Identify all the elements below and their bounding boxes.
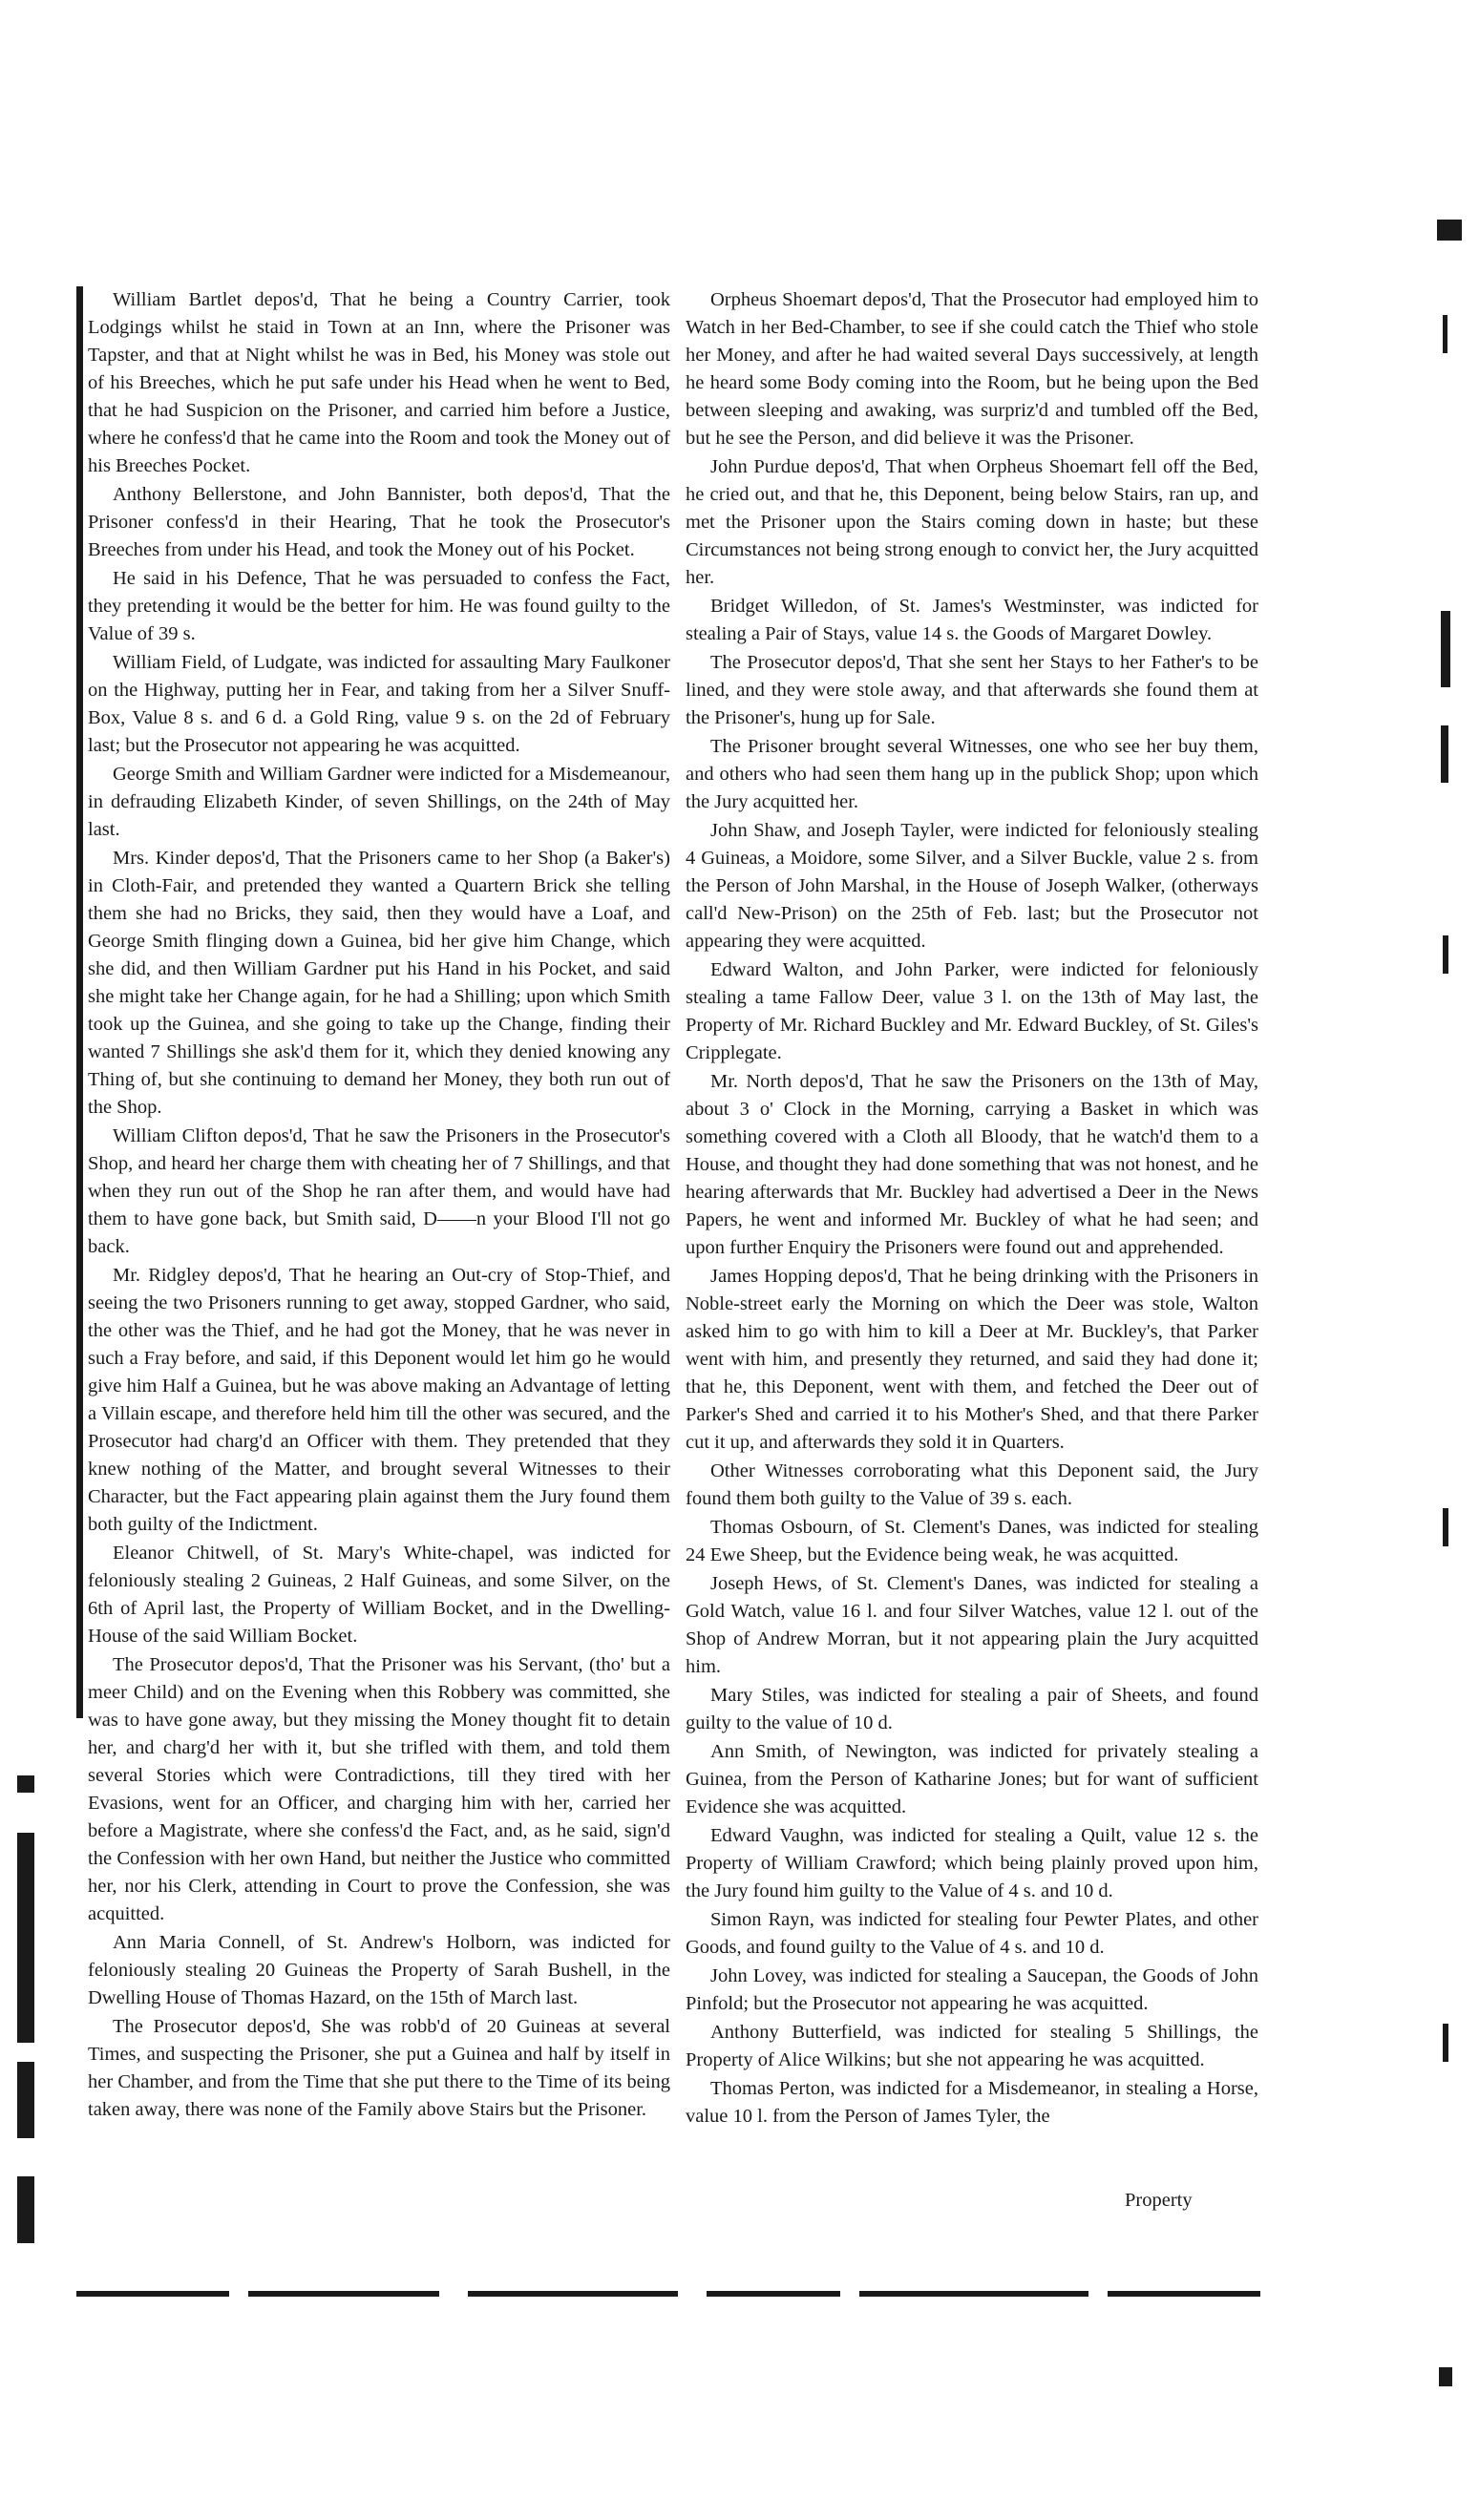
edge-mark	[1437, 220, 1462, 241]
paragraph: William Field, of Ludgate, was indicted for assaulting Mary Faulkoner on the Highway, putting her in Fear, and taking from her a Silver Snuff-Box, Value 8 s. and 6 d. a Gold Ring, value 9 s. on the 2d of February last; but the Prosecutor not appearing he was acquitted.	[88, 652, 670, 756]
paragraph: William Bartlet depos'd, That he being a Country Carrier, took Lodgings whilst he staid in Town at an Inn, where the Prisoner was Tapster, and that at Night whilst he was in Bed, his Money was stole out of his Breeches, which he put safe under his Head when he went to Bed, that he had Suspicion on the Prisoner, and carried him before a Justice, where he confess'd that he came into the Room and took the Money out of his Breeches Pocket.	[88, 289, 670, 476]
paragraph: The Prosecutor depos'd, She was robb'd of 20 Guineas at several Times, and suspecting the Prisoner, she put a Guinea and half by itself in her Chamber, and from the Time that she put there to the Time of its being taken away, there was none of the Family above Stairs but the Prisoner.	[88, 2016, 670, 2120]
paragraph: Mr. Ridgley depos'd, That he hearing an Out-cry of Stop-Thief, and seeing the two Prisoners running to get away, stopped Gardner, who said, the other was the Thief, and he had got the Money, that he was never in such a Fray before, and said, if this Deponent would let him go he would give him Half a Guinea, but he was above making an Advantage of letting a Villain escape, and therefore held him till the other was secured, and the Prosecutor had charg'd an Officer with them. They pretended that they knew nothing of the Matter, and brought several Witnesses to their Character, but the Fact appearing plain against them the Jury found them both guilty of the Indictment.	[88, 1265, 670, 1535]
paragraph: Eleanor Chitwell, of St. Mary's White-chapel, was indicted for feloniously stealing 2 Guineas, 2 Half Guineas, and some Silver, on the 6th of April last, the Property of William Bocket, and in the Dwelling-House of the said William Bocket.	[88, 1543, 670, 1647]
paragraph: The Prisoner brought several Witnesses, one who see her buy them, and others who had seen them hang up in the publick Shop; upon which the Jury acquitted her.	[686, 736, 1258, 812]
bottom-rule	[859, 2291, 1088, 2297]
paragraph: Ann Maria Connell, of St. Andrew's Holborn, was indicted for feloniously stealing 20 Guineas the Property of Sarah Bushell, in the Dwelling House of Thomas Hazard, on the 15th of March last.	[88, 1932, 670, 2008]
paragraph: Edward Vaughn, was indicted for stealing a Quilt, value 12 s. the Property of William Crawford; which being plainly proved upon him, the Jury found him guilty to the Value of 4 s. and 10 d.	[686, 1825, 1258, 1901]
edge-mark	[1443, 1508, 1448, 1546]
scan-edge-artifacts	[1429, 0, 1468, 2520]
paragraph: Mary Stiles, was indicted for stealing a pair of Sheets, and found guilty to the value of 10 d.	[686, 1685, 1258, 1733]
paragraph: Thomas Osbourn, of St. Clement's Danes, was indicted for stealing 24 Ewe Sheep, but the Evidence being weak, he was acquitted.	[686, 1517, 1258, 1565]
bottom-rule	[468, 2291, 678, 2297]
paragraph: Other Witnesses corroborating what this Deponent said, the Jury found them both guilty to the Value of 39 s. each.	[686, 1460, 1258, 1509]
edge-mark	[1443, 2024, 1448, 2062]
paragraph: Bridget Willedon, of St. James's Westminster, was indicted for stealing a Pair of Stays, value 14 s. the Goods of Margaret Dowley.	[686, 596, 1258, 644]
paragraph: John Purdue depos'd, That when Orpheus Shoemart fell off the Bed, he cried out, and that he, this Deponent, being below Stairs, ran up, and met the Prisoner upon the Stairs coming down in haste; but these Circumstances not being strong enough to convict her, the Jury acquitted her.	[686, 456, 1258, 588]
catchword: Property	[1125, 2190, 1193, 2211]
paragraph: He said in his Defence, That he was persuaded to confess the Fact, they pretending it would be the better for him. He was found guilty to the Value of 39 s.	[88, 568, 670, 644]
paragraph: Thomas Perton, was indicted for a Misdemeanor, in stealing a Horse, value 10 l. from the Person of James Tyler, the	[686, 2078, 1258, 2127]
paragraph: Mrs. Kinder depos'd, That the Prisoners came to her Shop (a Baker's) in Cloth-Fair, and pretended they wanted a Quartern Brick she telling them she had no Bricks, they said, then they would have a Loaf, and George Smith flinging down a Guinea, bid her give him Change, which she did, and then William Gardner put his Hand in his Pocket, and said she might take her Change again, for he had a Shilling; upon which Smith took up the Guinea, and she going to take up the Change, finding their wanted 7 Shillings she ask'd them for it, which they denied knowing any Thing of, but she continuing to demand her Money, they both run out of the Shop.	[88, 848, 670, 1118]
paragraph: Mr. North depos'd, That he saw the Prisoners on the 13th of May, about 3 o' Clock in the Morning, carrying a Basket in which was something covered with a Cloth all Bloody, that he watch'd them to a House, and thought they had done something that was not honest, and he hearing afterwards that Mr. Buckley had advertised a Deer in the News Papers, he went and informed Mr. Buckley of what he had seen; and upon further Enquiry the Prisoners were found out and apprehended.	[686, 1071, 1258, 1258]
paragraph: Anthony Butterfield, was indicted for stealing 5 Shillings, the Property of Alice Wilkins; but she not appearing he was acquitted.	[686, 2022, 1258, 2070]
paragraph: The Prosecutor depos'd, That she sent her Stays to her Father's to be lined, and they were stole away, and that afterwards she found them at the Prisoner's, hung up for Sale.	[686, 652, 1258, 728]
paragraph: George Smith and William Gardner were indicted for a Misdemeanour, in defrauding Elizabeth Kinder, of seven Shillings, on the 24th of May last.	[88, 764, 670, 840]
edge-mark	[1443, 315, 1447, 353]
paragraph: John Lovey, was indicted for stealing a Saucepan, the Goods of John Pinfold; but the Prosecutor not appearing he was acquitted.	[686, 1965, 1258, 2014]
paragraph: Joseph Hews, of St. Clement's Danes, was indicted for stealing a Gold Watch, value 16 l. and four Silver Watches, value 12 l. out of the Shop of Andrew Morran, but it not appearing plain the Jury acquitted him.	[686, 1573, 1258, 1677]
paragraph: Ann Smith, of Newington, was indicted for privately stealing a Guinea, from the Person of Katharine Jones; but for want of sufficient Evidence she was acquitted.	[686, 1741, 1258, 1817]
right-column	[686, 286, 1258, 2132]
paragraph: Edward Walton, and John Parker, were indicted for feloniously stealing a tame Fallow Deer, value 3 l. on the 13th of May last, the Property of Mr. Richard Buckley and Mr. Edward Buckley, of St. Giles's Cripplegate.	[686, 959, 1258, 1063]
paragraph: Orpheus Shoemart depos'd, That the Prosecutor had employed him to Watch in her Bed-Chamber, to see if she could catch the Thief who stole her Money, and after he had waited several Days successively, at length he heard some Body coming into the Room, but he being upon the Bed between sleeping and awaking, was surpriz'd and tumbled off the Bed, but he see the Person, and did believe it was the Prisoner.	[686, 289, 1258, 449]
paragraph: Simon Rayn, was indicted for stealing four Pewter Plates, and other Goods, and found guilty to the Value of 4 s. and 10 d.	[686, 1909, 1258, 1958]
scan-mark	[17, 1833, 34, 2043]
binding-edge	[76, 286, 83, 1718]
scan-mark	[17, 1775, 34, 1793]
scan-mark	[17, 2176, 34, 2243]
edge-mark	[1443, 935, 1448, 974]
paragraph: William Clifton depos'd, That he saw the Prisoners in the Prosecutor's Shop, and heard her charge them with cheating her of 7 Shillings, and that when they run out of the Shop he ran after them, and would have had them to have gone back, but Smith said, D——n your Blood I'll not go back.	[88, 1125, 670, 1257]
paragraph: The Prosecutor depos'd, That the Prisoner was his Servant, (tho' but a meer Child) and on the Evening when this Robbery was committed, she was to have gone away, but they missing the Money thought fit to detain her, and charg'd her with it, but she trifled with them, and told them several Stories which were Contradictions, till they tired with her Evasions, went for an Officer, and charging him with her, carried her before a Magistrate, where she confess'd the Fact, and, as he said, sign'd the Confession with her own Hand, but neither the Justice who committed her, nor his Clerk, attending in Court to prove the Confession, she was acquitted.	[88, 1654, 670, 1924]
left-column	[88, 286, 670, 2125]
edge-mark	[1441, 725, 1448, 783]
bottom-rule	[707, 2291, 840, 2297]
bottom-rule	[76, 2291, 229, 2297]
paragraph: Anthony Bellerstone, and John Bannister, both depos'd, That the Prisoner confess'd in their Hearing, That he took the Prosecutor's Breeches from under his Head, and took the Money out of his Pocket.	[88, 484, 670, 560]
paragraph: James Hopping depos'd, That he being drinking with the Prisoners in Noble-street early the Morning on which the Deer was stole, Walton asked him to go with him to kill a Deer at Mr. Buckley's, that Parker went with him, and presently they returned, and said they had done it; that he, this Deponent, went with them, and fetched the Deer out of Parker's Shed and carried it to his Mother's Shed, and that there Parker cut it up, and afterwards they sold it in Quarters.	[686, 1266, 1258, 1453]
paragraph: John Shaw, and Joseph Tayler, were indicted for feloniously stealing 4 Guineas, a Moidore, some Silver, and a Silver Buckle, value 2 s. from the Person of John Marshal, in the House of Joseph Walker, (otherways call'd New-Prison) on the 25th of Feb. last; but the Prosecutor not appearing they were acquitted.	[686, 820, 1258, 952]
scan-mark	[17, 2062, 34, 2138]
edge-mark	[1439, 2367, 1452, 2386]
bottom-rule	[1108, 2291, 1260, 2297]
bottom-rule	[248, 2291, 439, 2297]
edge-mark	[1441, 611, 1450, 687]
